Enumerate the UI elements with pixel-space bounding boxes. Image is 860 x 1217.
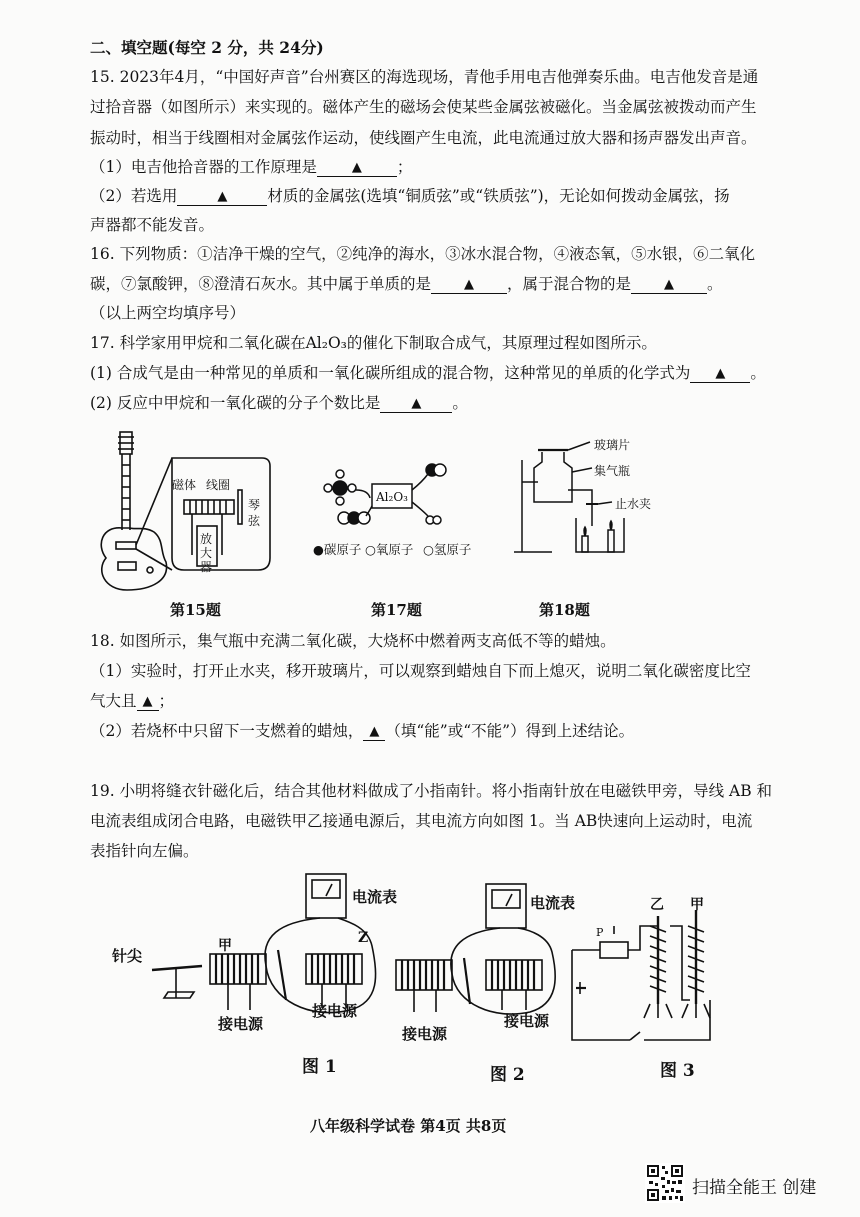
caption-q18: 第18题 <box>539 601 590 619</box>
catalyst-label: Al₂O₃ <box>376 490 408 504</box>
q17-part-1-text: (1) 合成气是由一种常见的单质和一氧化碳所组成的混合物，这种常见的单质的化学式为 <box>90 364 691 382</box>
guitar-label-fang: 放 <box>200 532 213 546</box>
q19-line-1: 19. 小明将缝衣针磁化后，结合其他材料做成了小指南针。将小指南针放在电磁铁甲旁，导线 AB 和 <box>90 782 773 800</box>
q16-line-2-end: 。 <box>707 275 723 293</box>
fig1-power-label-2: 接电源 <box>312 1002 358 1020</box>
guitar-label-magnet: 磁体 <box>172 478 197 492</box>
answer-blank[interactable] <box>631 275 707 294</box>
section-title: 二、填空题(每空 2 分，共 24分) <box>90 38 324 57</box>
q17-part-2 <box>90 393 468 413</box>
q16-line-2-text: 碳，⑦氯酸钾，⑧澄清石灰水。其中属于单质的是 <box>90 275 432 293</box>
guitar-label-qin: 琴 <box>248 498 261 512</box>
fig1-z-label: Z <box>358 930 369 946</box>
q16-note: （以上两空均填序号） <box>90 304 246 322</box>
jar-label-jar: 集气瓶 <box>594 464 631 478</box>
jar-label-glass: 玻璃片 <box>594 438 631 452</box>
fig1-ammeter-label: 电流表 <box>352 888 398 906</box>
q18-part-1-text: 气大且 <box>90 692 137 710</box>
q16-line-2-mid: ，属于混合物的是 <box>507 275 632 293</box>
q16-line-1: 16. 下列物质：①洁净干燥的空气，②纯净的海水，③冰水混合物，④液态氧，⑤水银，⑥二氧化 <box>90 245 756 263</box>
blank-triangle-icon: ▲ <box>715 366 726 381</box>
fig-2-caption: 图 2 <box>490 1065 525 1085</box>
q15-line-1: 15. 2023年4月，“中国好声音”台州赛区的海选现场，青他手用电吉他弹奏乐曲。电吉他发音是通 <box>90 68 759 86</box>
q15-part-1 <box>90 157 412 177</box>
q18-part-2-text: （2）若烧杯中只留下一支燃着的蜡烛， <box>90 722 364 740</box>
blank-triangle-icon: ▲ <box>664 277 675 292</box>
q15-part-2-rest: 材质的金属弦(选填“铜质弦”或“铁质弦”)，无论如何拨动金属弦，扬 <box>267 187 730 205</box>
fig3-jia-label: 甲 <box>690 897 704 913</box>
guitar-label-qi: 器 <box>200 560 213 574</box>
fig2-power-label-1: 接电源 <box>402 1025 448 1043</box>
qr-code-icon <box>645 1163 685 1203</box>
q18-part-1-line-2 <box>90 691 174 711</box>
fig1-jia-label: 甲 <box>218 938 232 954</box>
q19-line-3: 表指针向左偏。 <box>90 842 199 860</box>
q17-line-1: 17. 科学家用甲烷和二氧化碳在Al₂O₃的催化下制取合成气，其原理过程如图所示。 <box>90 334 657 352</box>
caption-q17: 第17题 <box>371 601 422 619</box>
q17-part-1 <box>90 363 766 383</box>
q17-part-2-end: 。 <box>452 394 468 412</box>
q15-line-3: 振动时，相当于线圈相对金属弦作运动，使线圈产生电流，此电流通过放大器和扬声器发出声音。 <box>90 129 757 147</box>
fig3-yi-label: 乙 <box>650 897 664 913</box>
blank-triangle-icon: ▲ <box>369 724 380 739</box>
answer-blank[interactable] <box>380 394 452 413</box>
answer-blank[interactable] <box>317 158 397 177</box>
blank-triangle-icon: ▲ <box>411 396 422 411</box>
q15-part-1-text: （1）电吉他拾音器的工作原理是 <box>90 158 317 176</box>
fig1-power-label-1: 接电源 <box>218 1015 264 1033</box>
needle-tip-label: 针尖 <box>112 947 143 965</box>
jar-label-clamp: 止水夹 <box>615 497 652 511</box>
caption-q15: 第15题 <box>170 601 221 619</box>
q15-part-2-line-2: 声器都不能发音。 <box>90 216 215 234</box>
blank-triangle-icon: ▲ <box>142 694 153 709</box>
legend-carbon: ●碳原子 <box>313 542 362 557</box>
blank-triangle-icon: ▲ <box>351 160 362 175</box>
scanner-watermark: 扫描全能王 创建 <box>692 1178 817 1198</box>
q19-line-2: 电流表组成闭合电路，电磁铁甲乙接通电源后，其电流方向如图 1。当 AB快速向上运动时，电流 <box>90 812 753 830</box>
answer-blank[interactable] <box>690 364 750 383</box>
q18-part-2 <box>90 721 634 741</box>
q18-part-1: （1）实验时，打开止水夹，移开玻璃片，可以观察到蜡烛自下而上熄灭，说明二氧化碳密度比空 <box>90 662 751 680</box>
answer-blank[interactable] <box>363 722 385 741</box>
q17-part-2-text: (2) 反应中甲烷和一氧化碳的分子个数比是 <box>90 394 381 412</box>
guitar-label-coil: 线圈 <box>206 478 231 492</box>
page-footer: 八年级科学试卷 第4页 共8页 <box>310 1117 507 1135</box>
fig-1-caption: 图 1 <box>302 1057 337 1077</box>
q18-part-2-rest: （填“能”或“不能”）得到上述结论。 <box>385 722 635 740</box>
q17-part-1-end: 。 <box>750 364 766 382</box>
blank-triangle-icon: ▲ <box>217 189 228 204</box>
q16-line-2 <box>90 274 723 294</box>
legend-hydrogen: ○氢原子 <box>423 542 472 557</box>
answer-blank[interactable] <box>431 275 507 294</box>
fig3-p-label: P <box>596 926 604 939</box>
q15-part-2-text: （2）若选用 <box>90 187 178 205</box>
fig2-ammeter-label: 电流表 <box>530 894 576 912</box>
blank-triangle-icon: ▲ <box>464 277 475 292</box>
q18-part-1-end: ； <box>158 692 175 710</box>
fig2-power-label-2: 接电源 <box>504 1012 550 1030</box>
fig-3-caption: 图 3 <box>660 1061 695 1081</box>
legend-oxygen: ○氧原子 <box>365 542 414 557</box>
guitar-label-da: 大 <box>200 546 213 560</box>
q15-line-2: 过拾音器（如图所示）来实现的。磁体产生的磁场会使某些金属弦被磁化。当金属弦被拨动而产生 <box>90 98 757 116</box>
q18-line-1: 18. 如图所示，集气瓶中充满二氧化碳，大烧杯中燃着两支高低不等的蜡烛。 <box>90 632 616 650</box>
q15-part-1-end: ； <box>396 158 413 176</box>
answer-blank[interactable] <box>137 692 159 711</box>
q15-part-2 <box>90 186 730 206</box>
guitar-label-xian: 弦 <box>248 514 261 528</box>
answer-blank[interactable] <box>177 187 267 206</box>
